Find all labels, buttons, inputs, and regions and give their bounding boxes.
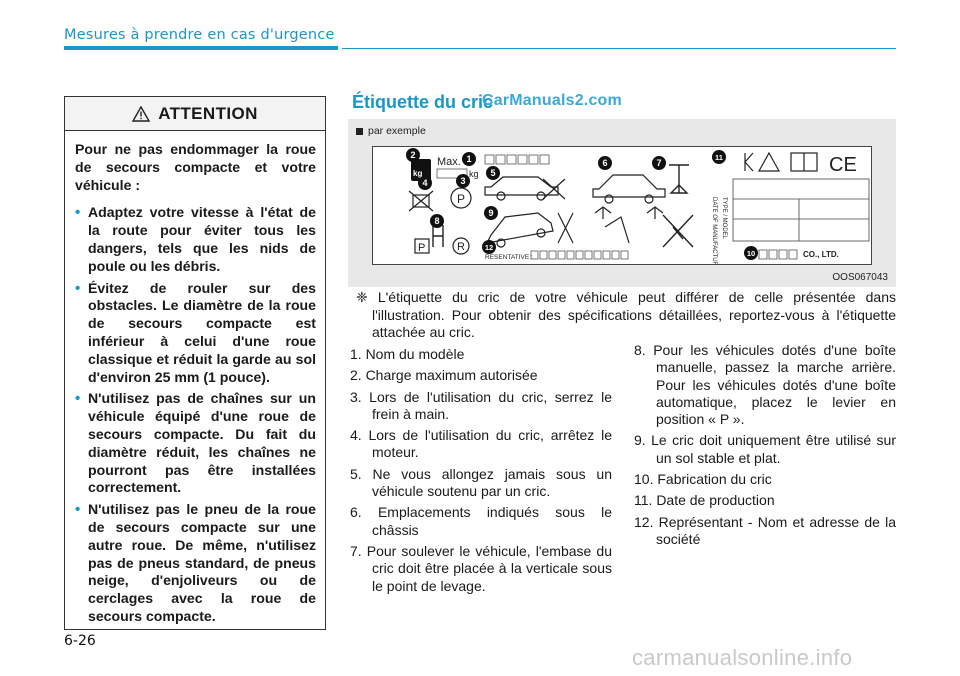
attention-bullet: • Adaptez votre vitesse à l'état de la route pour éviter tous les dangers, tels que les nids de poule ou les débris. [75, 204, 316, 275]
legend-item: 3. Lors de l'utilisation du cric, serrez le frein à main. [350, 388, 612, 422]
attention-box [64, 96, 326, 630]
attention-bullet: • Évitez de rouler sur des obstacles. Le diamètre de la roue de secours compacte est inférieur à celui d'une roue classique et réduit la garde au sol d'environ 25 mm (1 pouce). [75, 280, 316, 387]
kg-text: kg [469, 169, 479, 179]
svg-text:3: 3 [460, 176, 466, 186]
model-name-boxes [485, 155, 549, 164]
svg-text:12: 12 [484, 243, 494, 252]
brake-p-text: P [457, 192, 466, 206]
attention-title: ATTENTION [158, 103, 258, 123]
svg-text:1: 1 [466, 154, 472, 164]
legend-item: 11. Date de production [634, 492, 775, 509]
section-title: Étiquette du cric [352, 92, 494, 112]
attention-body [65, 131, 325, 626]
figure-caption: par exemple [356, 125, 426, 137]
jack-label-illustration [372, 146, 872, 265]
legend-item: 1. Nom du modèle [350, 346, 465, 362]
label-legend-right [634, 342, 896, 552]
attention-list [75, 204, 316, 625]
svg-text:2: 2 [410, 150, 416, 160]
figure-id: OOS067043 [832, 272, 888, 283]
attention-header [65, 97, 325, 131]
page-number: 6-26 [64, 633, 96, 649]
jack-base-icon [605, 217, 629, 243]
legend-item: 5. Ne vous allongez jamais sous un véhicule soutenu par un cric. [350, 465, 612, 500]
company-text: CO., LTD. [803, 250, 839, 259]
legend-item: 9. Le cric doit uniquement être utilisé sur un sol stable et plat. [634, 432, 896, 466]
jack-label-figure [348, 119, 896, 287]
legend-item: 12. Représentant - Nom et adresse de la société [634, 513, 896, 547]
header-rule-thin [342, 48, 896, 49]
watermark-carmanuals: CarManuals2.com [482, 92, 622, 109]
svg-text:8: 8 [434, 216, 440, 226]
car-lying-under-icon [485, 177, 565, 200]
svg-text:5: 5 [490, 168, 496, 178]
legend-item: 8. Pour les véhicules dotés d'une boîte manuelle, passez la marche arrière. Pour les véhicules dotés d'une boîte automatique, placez le levier en position « P ». [634, 342, 896, 428]
legend-item: 2. Charge maximum autorisée [350, 367, 538, 384]
type-model-text: TYPE / MODEL [721, 197, 727, 240]
gear-r-text: R [457, 241, 465, 253]
weight-kg-text: kg [413, 169, 423, 178]
attention-bullet: • N'utilisez pas le pneu de la roue de secours compacte sur une autre roue. De même, n'utilisez pas de pneus standard, de pneus neige, d'enjoliveurs ou de cerclages avec la roue de secours compacte. [75, 501, 316, 626]
watermark-carmanualsonline: carmanualsonline.info [632, 645, 853, 670]
lift-points-icon [593, 175, 665, 219]
svg-text:9: 9 [488, 208, 494, 218]
svg-text:10: 10 [746, 249, 756, 258]
section-header-title: Mesures à prendre en cas d'urgence [64, 27, 335, 43]
representative-boxes [531, 251, 628, 259]
attention-intro: Pour ne pas endommager la roue de secours compacte et votre véhicule : [75, 141, 316, 193]
warning-triangle-icon [132, 106, 150, 122]
header-rule-thick [64, 46, 338, 50]
svg-text:11: 11 [715, 153, 723, 162]
caption-square-icon [356, 128, 363, 135]
max-text: Max. [437, 156, 461, 168]
svg-text:7: 7 [656, 158, 662, 168]
company-boxes [759, 250, 797, 259]
attention-bullet: • N'utilisez pas de chaînes sur un véhicule équipé d'une roue de secours compacte. Du fait du diamètre réduit, les chaînes ne pourront pas être installées correctement. [75, 390, 316, 497]
parking-brake-icon [451, 188, 471, 208]
legend-item: 10. Fabrication du cric [634, 471, 772, 488]
svg-text:6: 6 [602, 158, 608, 168]
legend-item: 6. Emplacements indiqués sous le châssis [350, 504, 612, 538]
representative-text: RESENTATIVE : [485, 254, 533, 261]
gear-shift-icon [415, 225, 469, 254]
ce-mark-text: CE [829, 154, 857, 176]
label-note: ❈ L'étiquette du cric de votre véhicule peut différer de celle présentée dans l'illustration. Pour obtenir des spécifications détaillées, reportez-vous à l'étiquette attachée au cric. [356, 289, 896, 340]
gear-p-text: P [418, 242, 426, 254]
svg-text:4: 4 [422, 178, 428, 188]
jack-vertical-icon [663, 165, 693, 247]
legend-item: 7. Pour soulever le véhicule, l'embase du cric doit être placée à la verticale sous le point de levage. [350, 542, 612, 594]
certification-icons [745, 153, 817, 171]
jack-label-drawing [373, 147, 871, 264]
engine-off-icon [409, 191, 433, 211]
car-tilted-icon [487, 213, 573, 247]
label-legend-left [350, 346, 612, 599]
info-table [733, 179, 869, 241]
date-manufacture-text: DATE OF MANUFACTURE [711, 197, 717, 264]
legend-item: 4. Lors de l'utilisation du cric, arrêtez le moteur. [350, 427, 612, 461]
